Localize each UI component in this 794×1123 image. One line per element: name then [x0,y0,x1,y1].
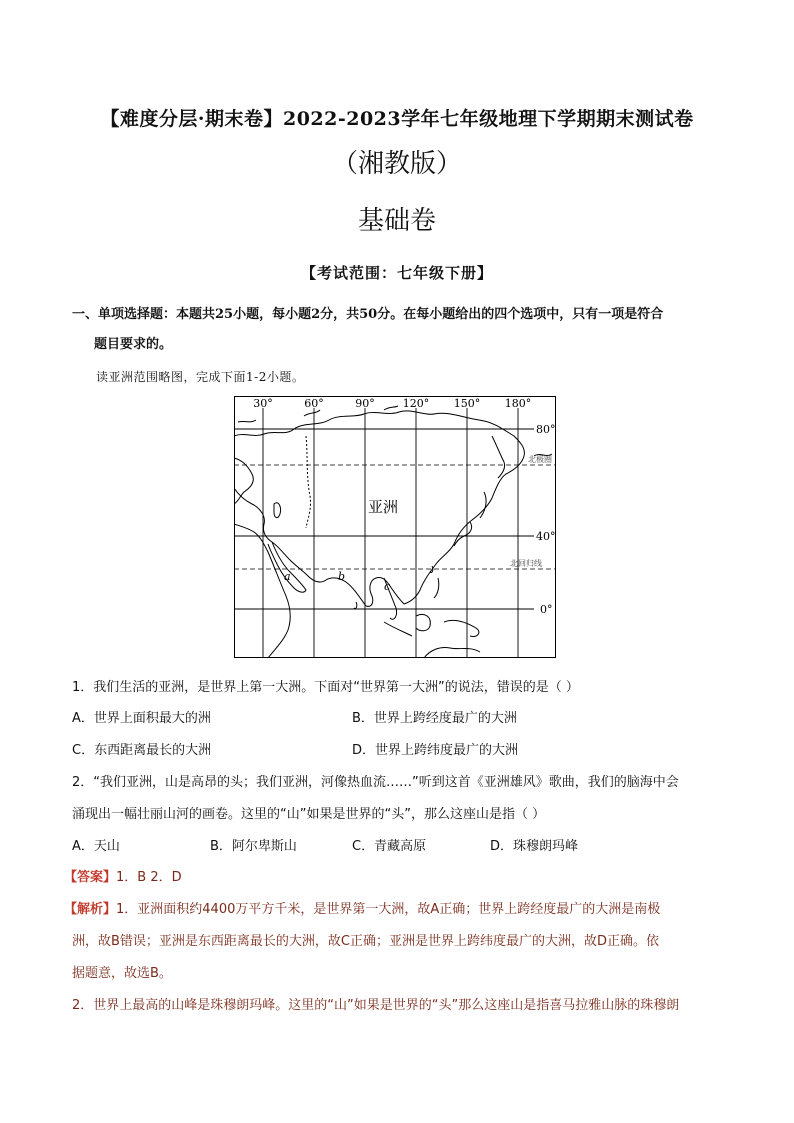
analysis-line-1 [64,898,660,917]
exam-scope: 【考试范围：七年级下册】 [300,264,493,282]
continent-label: 亚洲 [368,498,399,516]
q1-stem: 1．我们生活的亚洲，是世界上第一大洲。下面对“世界第一大洲”的说法，错误的是（ ） [72,680,579,695]
lat-label-40: 40° [536,530,556,543]
answer-label: 【答案】 [64,870,117,885]
map-point-b: b [338,570,346,583]
lon-label-120: 120° [402,397,430,410]
exam-level: 基础卷 [357,206,436,236]
lat-label-0: 0° [540,603,553,616]
q1-option-d: D．世界上跨纬度最广的大洲 [352,743,519,758]
q1-option-c: C．东西距离最长的大洲 [72,743,212,758]
q2-option-d: D．珠穆朗玛峰 [490,839,579,854]
analysis-text-1: 1．亚洲面积约4400万平方千米，是世界第一大洲，故A正确；世界上跨经度最广的大洲是南极 [116,902,661,917]
lon-label-180: 180° [504,397,532,410]
lat-label-80: 80° [536,423,556,436]
map-point-a: a [284,570,291,583]
lon-label-90: 90° [355,397,375,410]
question-intro: 读亚洲范围略图，完成下面1-2小题。 [96,370,305,384]
section-line-1: 一、单项选择题：本题共25小题，每小题2分，共50分。在每小题给出的四个选项中，只有一项是符合 [72,307,664,322]
analysis-line-4: 2．世界上最高的山峰是珠穆朗玛峰。这里的“山”如果是世界的“头”那么这座山是指喜马拉雅山脉的珠穆朗 [72,998,680,1013]
exam-title: 【难度分层·期末卷】2022-2023学年七年级地理下学期期末测试卷 [100,108,694,130]
lon-label-30: 30° [253,397,273,410]
lon-label-150: 150° [453,397,481,410]
analysis-label: 【解析】 [64,902,117,917]
q1-option-a: A．世界上面积最大的洲 [72,711,211,726]
answer-block [64,866,182,885]
q2-option-a: A．天山 [72,839,120,854]
q2-option-c: C．青藏高原 [352,839,427,854]
q1-option-b: B．世界上跨经度最广的大洲 [352,711,517,726]
section-instructions [72,300,724,360]
q2-stem-line2: 涌现出一幅壮丽山河的画卷。这里的“山”如果是世界的“头”，那么这座山是指（ ） [72,807,546,822]
q2-option-b: B．阿尔卑斯山 [210,839,297,854]
q2-stem-line1: 2．“我们亚洲，山是高昂的头；我们亚洲，河像热血流……”听到这首《亚洲雄风》歌曲，我们的脑海中会 [72,775,679,790]
lon-label-60: 60° [304,397,324,410]
answer-text: 1．B 2．D [116,870,182,885]
analysis-line-2: 洲，故B错误；亚洲是东西距离最长的大洲，故C正确；亚洲是世界上跨纬度最广的大洲，故D正确。依 [72,934,660,949]
map-point-c: c [384,580,391,593]
analysis-line-3: 据题意，故选B。 [72,966,172,981]
arctic-circle-label: 北极圈 [528,455,552,464]
exam-edition: （湘教版） [331,149,462,179]
section-line-2: 题目要求的。 [94,337,173,352]
tropic-label: 北回归线 [510,559,542,568]
asia-map [234,396,556,658]
